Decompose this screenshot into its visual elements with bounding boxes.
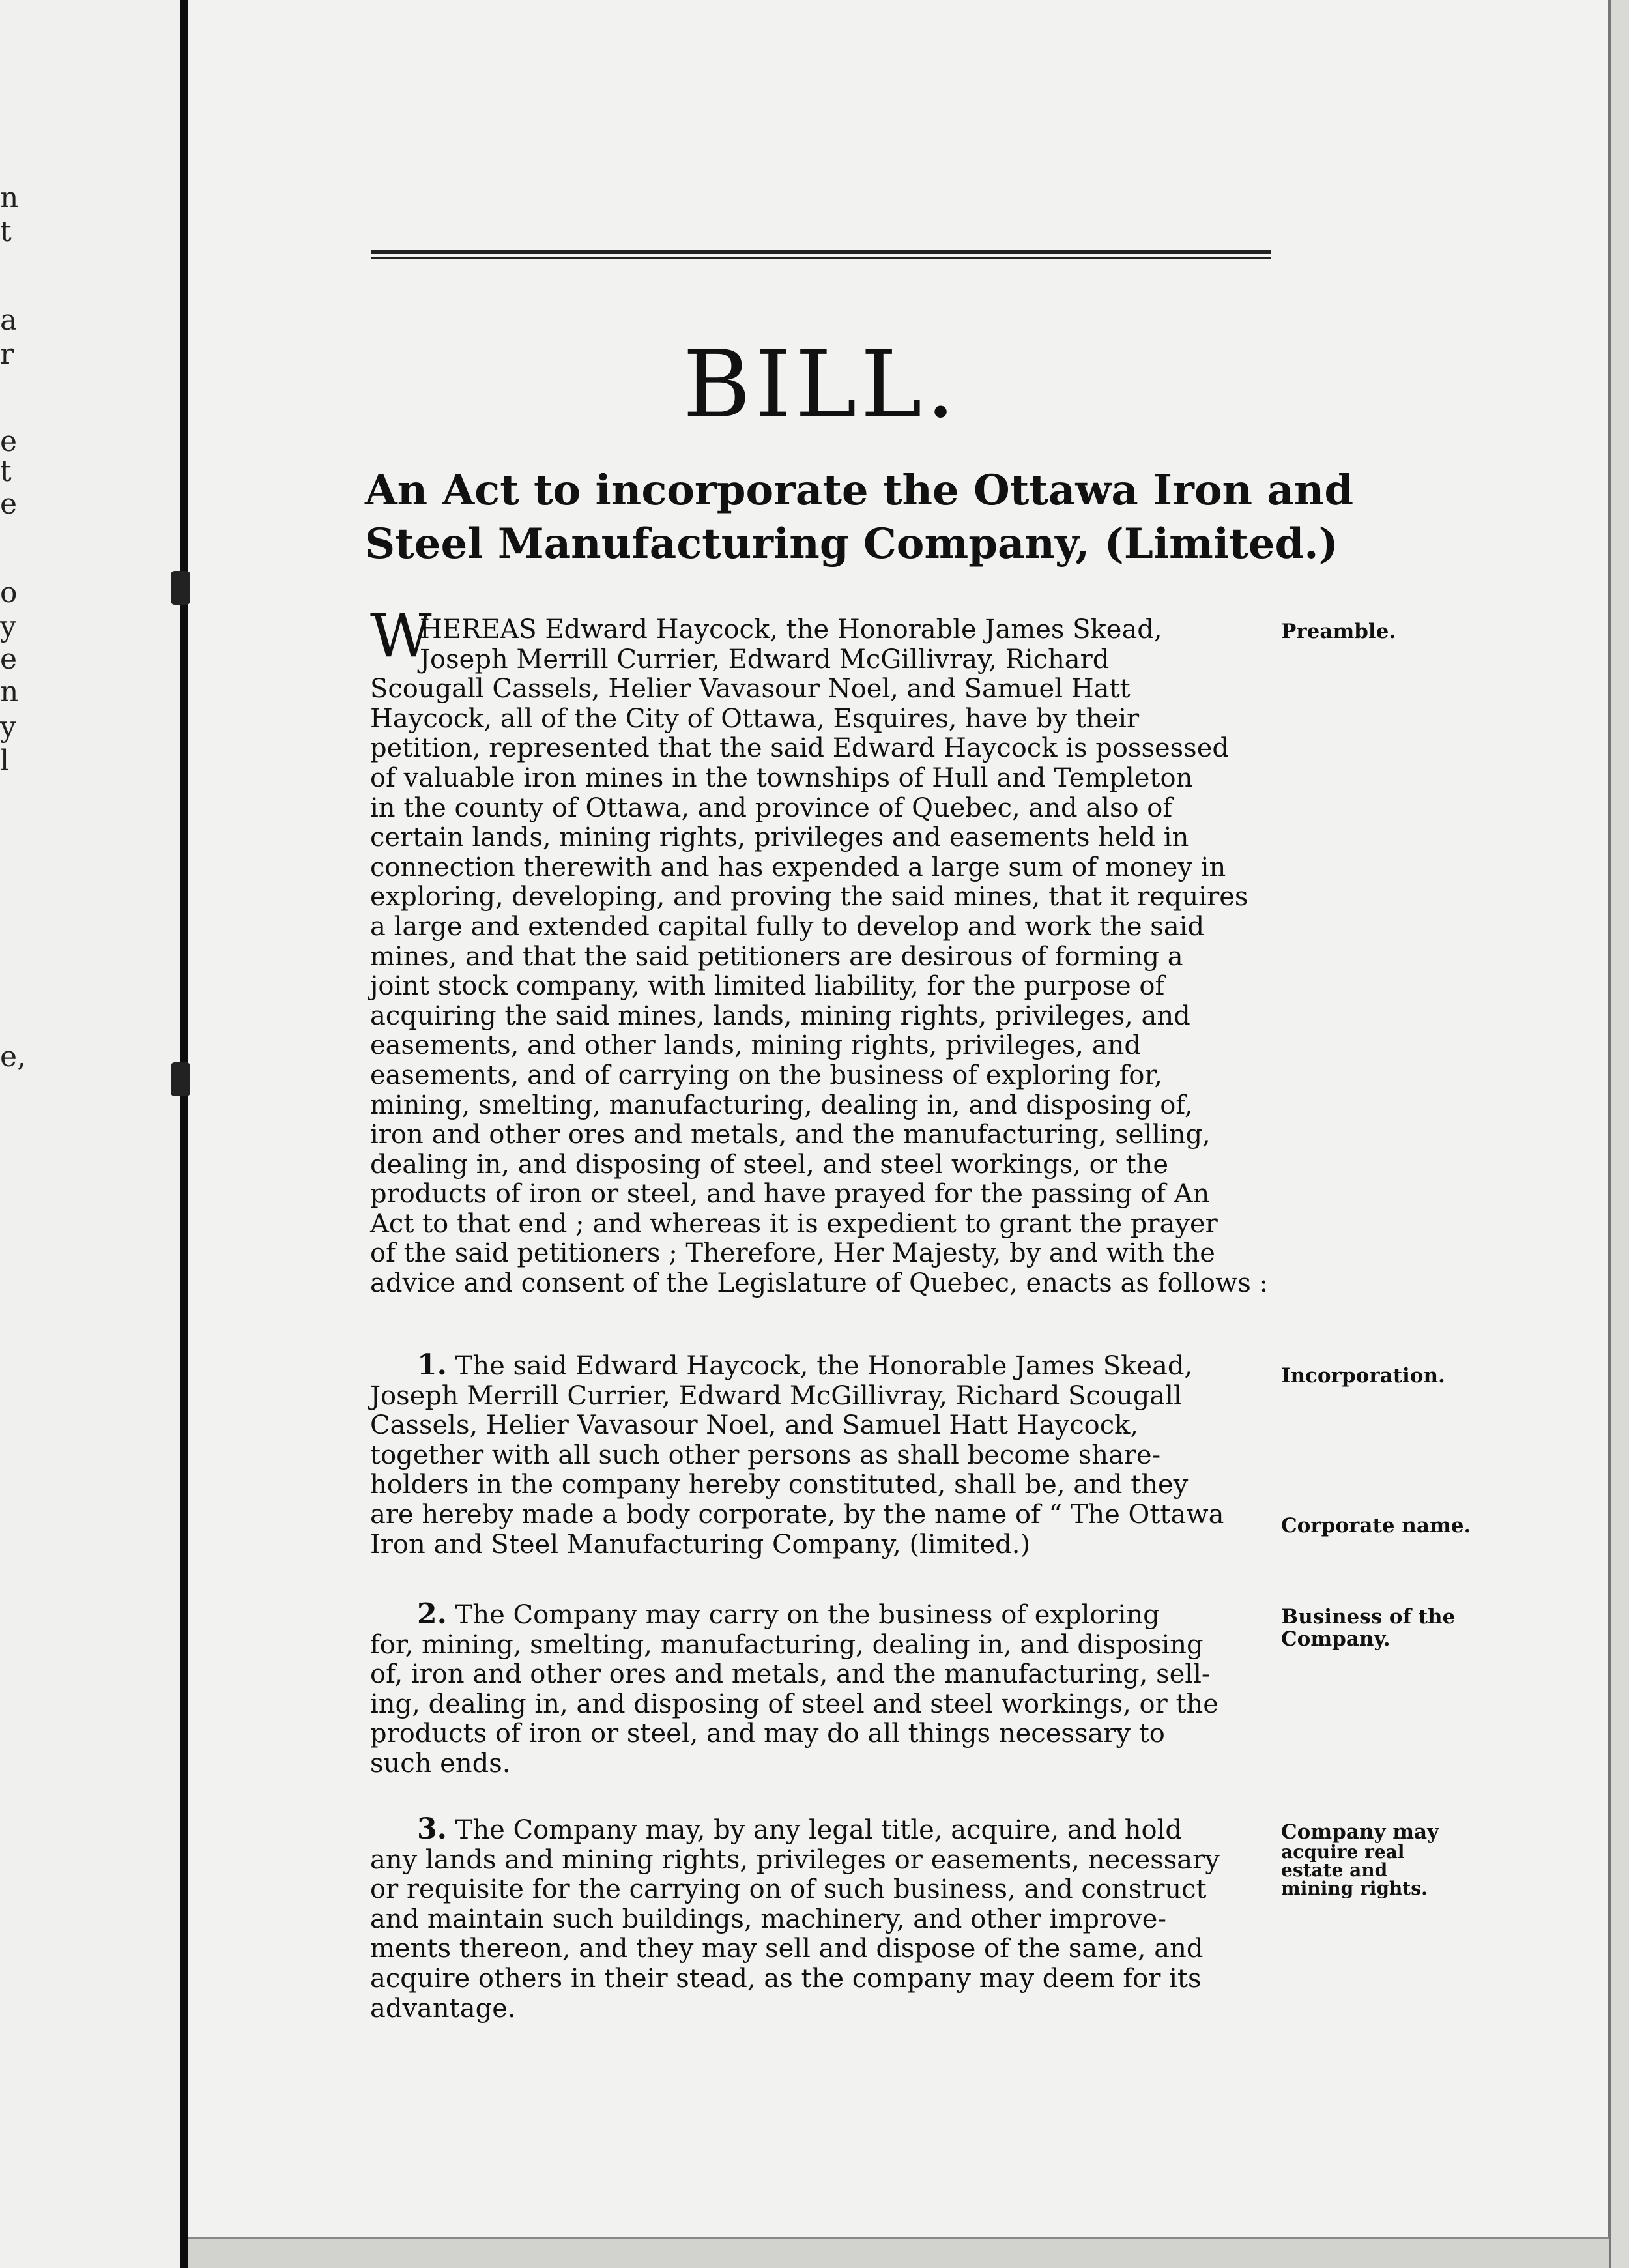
line-text [417, 1814, 1182, 1846]
line-text: acquire others in their stead, as the company may deem for its [370, 1963, 1202, 1994]
line-text: are hereby made a body corporate, by the name of “ The Ottawa [370, 1499, 1224, 1530]
margin-note-preamble: Preamble. [1281, 620, 1396, 643]
text-line [370, 1411, 1273, 1441]
line-text: petition, represented that the said Edward Haycock is possessed [370, 733, 1229, 764]
text-line [370, 1599, 1273, 1631]
previous-page-fragment: e [0, 643, 18, 676]
line-text: Act to that end ; and whereas it is expedient to grant the prayer [370, 1208, 1218, 1239]
text-line [370, 1846, 1273, 1876]
line-text: in the county of Ottawa, and province of Quebec, and also of [370, 792, 1173, 823]
line-text: easements, and other lands, mining rights, privileges, and [370, 1030, 1141, 1061]
text-line [370, 1470, 1273, 1500]
previous-page-fragment: r [0, 338, 14, 371]
line-text: mining, smelting, manufacturing, dealing in, and disposing of, [370, 1090, 1193, 1120]
text-line [370, 1749, 1273, 1779]
text-line [370, 1994, 1273, 2024]
line-text: of, iron and other ores and metals, and the manufacturing, sell- [370, 1659, 1211, 1690]
line-text: or requisite for the carrying on of such business, and construct [370, 1874, 1207, 1905]
line-text: for, mining, smelting, manufacturing, dealing in, and disposing [370, 1629, 1204, 1660]
previous-page-fragment: e [0, 487, 18, 521]
text-line [370, 675, 1273, 705]
binding-clip [171, 571, 190, 605]
text-line [370, 764, 1273, 794]
line-text: mines, and that the said petitioners are desirous of forming a [370, 941, 1183, 972]
previous-page-fragment: o [0, 576, 18, 609]
text-line [370, 1150, 1273, 1180]
section-number: 2. [417, 1597, 447, 1631]
text-line [370, 1350, 1273, 1382]
line-text [417, 1350, 1192, 1382]
subtitle-line: Steel Manufacturing Company, (Limited.) [365, 519, 1338, 568]
line-text: holders in the company hereby constituted, shall be, and they [370, 1470, 1189, 1500]
line-text: acquiring the said mines, lands, mining rights, privileges, and [370, 1000, 1190, 1031]
line-text: HEREAS Edward Haycock, the Honorable James Skead, [420, 615, 1162, 645]
previous-page-fragment: t [0, 455, 12, 488]
text-line [370, 1210, 1273, 1240]
previous-page-fragment: t [0, 215, 12, 248]
text-line [370, 645, 1273, 675]
text-line [370, 615, 1273, 645]
line-text: iron and other ores and metals, and the manufacturing, selling, [370, 1120, 1211, 1150]
text-line [370, 1441, 1273, 1471]
text-line [370, 853, 1273, 883]
text-line [370, 1180, 1273, 1210]
previous-page-fragment: e, [0, 1040, 27, 1073]
margin-note-corporate-name: Corporate name. [1281, 1514, 1471, 1537]
binding-clip [171, 1062, 190, 1096]
text-line [370, 1091, 1273, 1121]
top-rule-lower [371, 257, 1271, 259]
line-text: dealing in, and disposing of steel, and steel workings, or the [370, 1149, 1169, 1180]
text-line [370, 1690, 1273, 1720]
line-text: of valuable iron mines in the townships of Hull and Templeton [370, 763, 1193, 793]
previous-page-fragment: y [0, 710, 16, 744]
text-line [370, 705, 1273, 734]
margin-note-line: Company. [1281, 1627, 1391, 1651]
text-line [370, 794, 1273, 824]
line-text: such ends. [370, 1748, 511, 1779]
section-2 [370, 1599, 1273, 1779]
line-text: The said Edward Haycock, the Honorable James Skead, [455, 1351, 1193, 1381]
line-text: of the said petitioners ; Therefore, Her Majesty, by and with the [370, 1238, 1215, 1269]
previous-page-fragment: l [0, 744, 10, 778]
text-line [370, 882, 1273, 912]
text-line [370, 1964, 1273, 1994]
preamble-paragraph [370, 615, 1273, 1299]
line-text: joint stock company, with limited liability, for the purpose of [370, 971, 1165, 1002]
text-line [370, 972, 1273, 1002]
previous-page-fragment: y [0, 610, 16, 643]
line-text: Joseph Merrill Currier, Edward McGillivray, Richard [420, 644, 1110, 675]
line-text: The Company may, by any legal title, acquire, and hold [455, 1815, 1183, 1845]
previous-page-fragment: n [0, 181, 19, 214]
previous-page-fragment: n [0, 675, 19, 708]
margin-note-line: mining rights. [1281, 1878, 1428, 1899]
section-number: 1. [417, 1348, 447, 1382]
line-text: ments thereon, and they may sell and dispose of the same, and [370, 1934, 1204, 1964]
line-text: exploring, developing, and proving the said mines, that it requires [370, 882, 1248, 912]
line-text: Joseph Merrill Currier, Edward McGillivray, Richard Scougall [370, 1380, 1182, 1411]
text-line [370, 1875, 1273, 1905]
text-line [370, 1719, 1273, 1749]
text-line [370, 1002, 1273, 1032]
line-text: Haycock, all of the City of Ottawa, Esquires, have by their [370, 703, 1140, 734]
page-right-edge [1608, 0, 1629, 2268]
section-number: 3. [417, 1812, 447, 1846]
previous-page-fragment: e [0, 425, 18, 458]
top-rule-upper [371, 250, 1271, 254]
margin-note-line: Company may [1281, 1820, 1439, 1844]
text-line [370, 1530, 1273, 1560]
line-text: advantage. [370, 1993, 516, 2024]
drop-cap: W [370, 601, 432, 671]
line-text: a large and extended capital fully to develop and work the said [370, 911, 1205, 942]
margin-note-incorporation: Incorporation. [1281, 1364, 1445, 1388]
margin-note-line: acquire real [1281, 1841, 1405, 1863]
line-text: advice and consent of the Legislature of Quebec, enacts as follows : [370, 1268, 1269, 1299]
text-line [370, 1934, 1273, 1964]
page-bottom-edge [188, 2237, 1609, 2268]
text-line [370, 1269, 1273, 1299]
text-line [370, 942, 1273, 972]
act-subtitle [365, 464, 1354, 571]
text-line [370, 1660, 1273, 1690]
line-text: together with all such other persons as shall become share- [370, 1440, 1161, 1470]
text-line [370, 1031, 1273, 1061]
line-text: The Company may carry on the business of exploring [455, 1600, 1160, 1630]
margin-note-line: Business of the [1281, 1605, 1456, 1629]
text-line [370, 1239, 1273, 1269]
line-text: Iron and Steel Manufacturing Company, (limited.) [370, 1529, 1031, 1560]
line-text [417, 1599, 1160, 1631]
line-text: Scougall Cassels, Helier Vavasour Noel, and Samuel Hatt [370, 674, 1131, 705]
text-line [370, 1120, 1273, 1150]
margin-note-business [1281, 1606, 1455, 1650]
margin-note-line: estate and [1281, 1859, 1388, 1881]
line-text: and maintain such buildings, machinery, and other improve- [370, 1904, 1166, 1934]
text-line [370, 1631, 1273, 1661]
text-line [370, 912, 1273, 942]
margin-note-real-estate [1281, 1821, 1439, 1898]
section-3 [370, 1814, 1273, 2024]
subtitle-line: An Act to incorporate the Ottawa Iron and [365, 466, 1354, 515]
text-line [370, 823, 1273, 853]
bill-title: BILL. [682, 331, 960, 439]
previous-page-fragment: a [0, 304, 18, 337]
line-text: connection therewith and has expended a large sum of money in [370, 852, 1226, 882]
section-1 [370, 1350, 1273, 1560]
text-line [370, 1814, 1273, 1846]
line-text: Cassels, Helier Vavasour Noel, and Samuel Hatt Haycock, [370, 1410, 1139, 1441]
line-text: products of iron or steel, and have prayed for the passing of An [370, 1179, 1210, 1210]
book-spine [180, 0, 188, 2268]
text-line [370, 734, 1273, 764]
line-text: certain lands, mining rights, privileges and easements held in [370, 822, 1189, 853]
text-line [370, 1905, 1273, 1935]
line-text: ing, dealing in, and disposing of steel and steel workings, or the [370, 1689, 1218, 1719]
line-text: easements, and of carrying on the business of exploring for, [370, 1060, 1162, 1090]
line-text: products of iron or steel, and may do all things necessary to [370, 1719, 1165, 1749]
text-line [370, 1500, 1273, 1530]
previous-page-edge [0, 0, 182, 2268]
text-line [370, 1061, 1273, 1091]
text-line [370, 1382, 1273, 1412]
line-text: any lands and mining rights, privileges or easements, necessary [370, 1844, 1220, 1875]
